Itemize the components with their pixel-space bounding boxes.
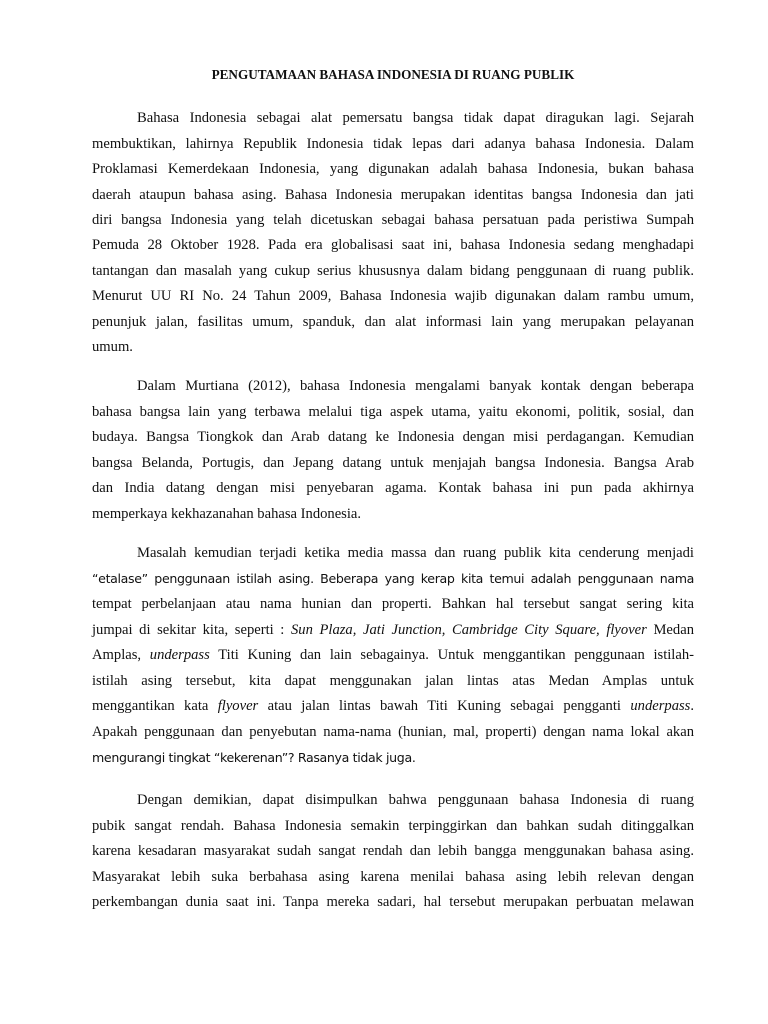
paragraph-line: membuktikan, lahirnya Republik Indonesia tidak lepas dari adanya bahasa Indonesia. Dalam [92,136,694,152]
text-segment: . [690,698,694,714]
paragraph-line: Masyarakat lebih suka berbahasa asing karena menilai bahasa asing lebih relevan dengan [92,869,694,885]
paragraph-line: Dengan demikian, dapat disimpulkan bahwa penggunaan bahasa Indonesia di ruang [137,792,694,808]
paragraph-line [92,646,694,664]
paragraph-line: Apakah penggunaan dan penyebutan nama-nama (hunian, mal, properti) dengan nama lokal akan [92,724,694,740]
paragraph-line: perkembangan dunia saat ini. Tanpa mereka sadari, hal tersebut merupakan perbuatan melawan [92,894,694,910]
italic-place-names: Sun Plaza, Jati Junction, Cambridge City Square, flyover [290,622,647,638]
document-title: PENGUTAMAAN BAHASA INDONESIA DI RUANG PUBLIK [211,67,575,82]
paragraph-line: daerah ataupun bahasa asing. Bahasa Indonesia merupakan identitas bangsa Indonesia dan jati [92,187,694,203]
paragraph-line: Masalah kemudian terjadi ketika media massa dan ruang publik kita cenderung menjadi [137,545,694,561]
paragraph-line: bangsa Belanda, Portugis, dan Jepang datang untuk menjajah bangsa Indonesia. Bangsa Arab [92,455,694,471]
paragraph-line: istilah asing tersebut, kita dapat menggunakan jalan lintas atas Medan Amplas untuk [92,673,694,689]
paragraph-line [92,621,694,639]
paragraph-line: budaya. Bangsa Tiongkok dan Arab datang ke Indonesia dengan misi perdagangan. Kemudian [92,429,694,445]
text-segment: Amplas, [92,647,150,663]
italic-term: underpass [630,698,691,714]
paragraph-line: karena kesadaran masyarakat sudah sangat rendah dan lebih bangga menggunakan bahasa asing. [92,843,694,859]
paragraph-line: tantangan dan masalah yang cukup serius khususnya dalam bidang penggunaan di ruang publik. [92,263,694,279]
paragraph-line: Proklamasi Kemerdekaan Indonesia, yang digunakan adalah bahasa Indonesia, bukan bahasa [92,161,694,177]
text-segment: atau jalan lintas bawah Titi Kuning sebagai pengganti [258,698,631,714]
paragraph-line: “etalase” penggunaan istilah asing. Beberapa yang kerap kita temui adalah penggunaan nama [92,571,694,586]
text-segment: menggantikan kata [92,698,218,714]
paragraph-line [92,697,694,715]
paragraph-line: bahasa bangsa lain yang terbawa melalui tiga aspek utama, yaitu ekonomi, politik, sosial, dan [92,404,694,420]
text-segment: Medan [646,622,694,638]
paragraph-line: penunjuk jalan, fasilitas umum, spanduk, dan alat informasi lain yang merupakan pelayanan [92,314,694,330]
paragraph-line: tempat perbelanjaan atau nama hunian dan properti. Bahkan hal tersebut sangat sering kita [92,596,694,612]
paragraph-line: memperkaya kekhazanahan bahasa Indonesia. [92,506,362,522]
italic-term: underpass [149,647,210,663]
text-segment: Titi Kuning dan lain sebagainya. Untuk menggantikan penggunaan istilah- [209,647,694,663]
paragraph-line: Bahasa Indonesia sebagai alat pemersatu bangsa tidak dapat diragukan lagi. Sejarah [137,110,694,126]
italic-term: flyover [217,698,259,714]
paragraph-line: umum. [92,339,133,355]
paragraph-line: Menurut UU RI No. 24 Tahun 2009, Bahasa Indonesia wajib digunakan dalam rambu umum, [92,288,694,304]
paragraph-line: Pemuda 28 Oktober 1928. Pada era globalisasi saat ini, bahasa Indonesia sedang menghadapi [92,237,694,253]
paragraph-line: diri bangsa Indonesia yang telah dicetuskan sebagai bahasa persatuan pada peristiwa Sumpah [92,212,694,228]
paragraph-line: dan India datang dengan misi penyebaran agama. Kontak bahasa ini pun pada akhirnya [92,480,694,496]
paragraph-line: mengurangi tingkat “kekerenan”? Rasanya tidak juga. [92,750,416,765]
text-segment: jumpai di sekitar kita, seperti : [92,622,291,638]
paragraph-line: Dalam Murtiana (2012), bahasa Indonesia mengalami banyak kontak dengan beberapa [137,378,694,394]
paragraph-line: pubik sangat rendah. Bahasa Indonesia semakin terpinggirkan dan bahkan sudah ditinggalkan [92,818,694,834]
